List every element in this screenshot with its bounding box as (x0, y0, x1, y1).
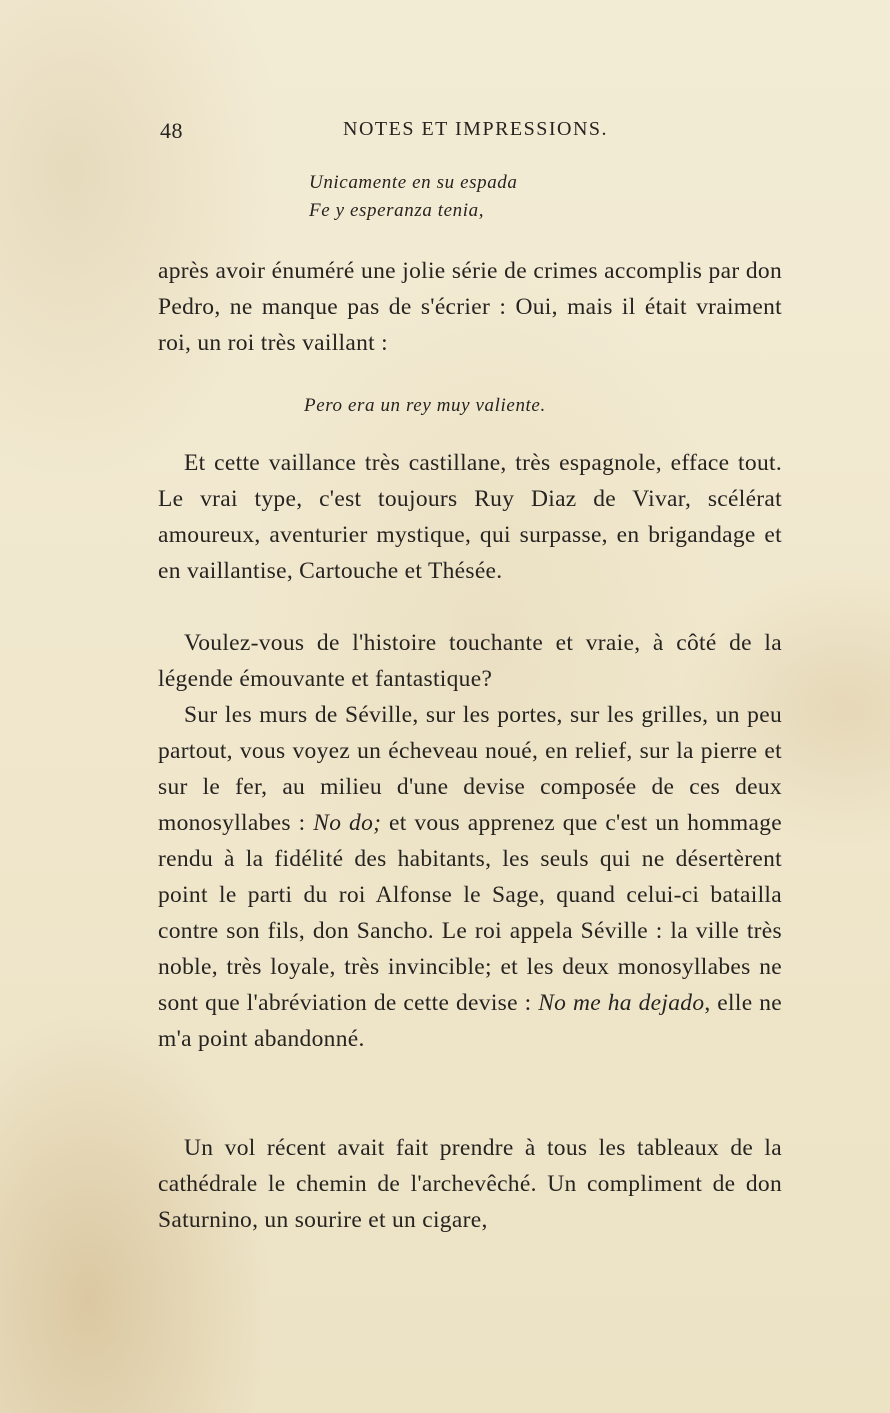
paragraph-text: Voulez-vous de l'histoire touchante et vraie, à côté de la légende émouvante et fantastique? (158, 630, 782, 692)
paragraph-text (158, 697, 782, 1057)
paragraph (158, 253, 782, 361)
paragraph-text: Et cette vaillance très castillane, très espagnole, efface tout. Le vrai type, c'est toujours Ruy Diaz de Vivar, scélérat amoureux, aventurier mystique, qui surpasse, en brigandage et en vaillantise, Cartouche et Thésée. (158, 450, 782, 584)
verse-line: Fe y esperanza tenia, (309, 200, 485, 221)
paragraph (158, 445, 782, 589)
paragraph (158, 625, 782, 697)
italic-motto: No me ha dejado (538, 990, 705, 1016)
paragraph-text: Un vol récent avait fait prendre à tous les tableaux de la cathédrale le chemin de l'archevêché. Un compliment de don Saturnino, un sourire et un cigare, (158, 1135, 782, 1233)
paragraph-text-part: Sur les murs de Séville, sur les portes, sur les grilles, un peu partout, vous voyez un écheveau noué, en relief, sur la pierre et sur le fer, au milieu d'une devise composée de ces deux monosyllabes : (158, 702, 782, 836)
page-number: 48 (160, 118, 183, 143)
running-title: NOTES ET IMPRESSIONS. (343, 118, 609, 140)
verse-line: Unicamente en su espada (309, 172, 518, 193)
paragraph (158, 697, 782, 1057)
italic-motto: No do; (313, 810, 382, 836)
paragraph-text-part: , elle ne m'a point abandonné. (158, 990, 782, 1052)
verse-line: Pero era un rey muy valiente. (304, 395, 546, 416)
paragraph-text: après avoir énuméré une jolie série de crimes accomplis par don Pedro, ne manque pas de s'écrier : Oui, mais il était vraiment roi, un roi très vaillant : (158, 258, 782, 356)
paragraph (158, 1130, 782, 1238)
paragraph-text-part: et vous apprenez que c'est un hommage rendu à la fidélité des habitants, les seuls qui ne désertèrent point le parti du roi Alfonse le Sage, quand celui-ci batailla contre son fils, don Sancho. Le roi appela Séville : la ville très noble, très loyale, très invincible; et les deux monosyllabes ne sont que l'abréviation de cette devise : (158, 810, 782, 1016)
page-header (160, 118, 782, 148)
